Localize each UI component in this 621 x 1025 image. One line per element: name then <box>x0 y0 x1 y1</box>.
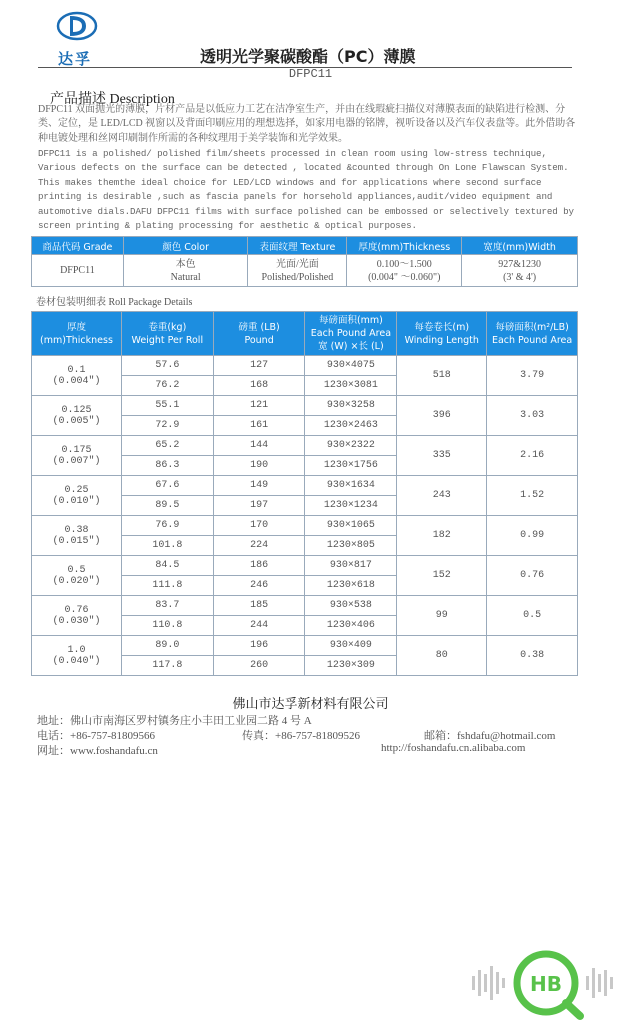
cell-pound: 224 <box>213 536 305 556</box>
roll-table-header <box>32 312 578 356</box>
website[interactable]: 网址：www.foshandafu.cn <box>37 745 158 757</box>
color-cn: 本色 <box>175 258 196 270</box>
cell-area-m2: 0.76 <box>487 556 578 596</box>
description-en: DFPC11 is a polished/ polished film/sheets processed in clean room using low-stress technique, Various defects on the surface can be detected , located &counted through On Lone Flawscan System. This makes themthe ideal choice for LED/LCD windows and for applications where second surface printing is desirable ,such as fascia panels for horsehold appliances,audit/video equipment and automotive dials.DAFU DFPC11 films with surface polished can be embossed or selectively textured by screen printing & plating processing for aesthetic & optical purposes. <box>38 148 574 232</box>
cell-weight: 55.1 <box>121 396 213 416</box>
cell-area-m2: 0.5 <box>487 596 578 636</box>
cell-width <box>462 255 578 287</box>
thickness-mm: 0.38 <box>64 524 89 536</box>
cell-pound-area: 930×538 <box>305 596 397 616</box>
cell-pound-area: 930×3258 <box>305 396 397 416</box>
address: 地址：佛山市南海区罗村镇务庄小丰田工业园二路 4 号 A <box>37 715 312 727</box>
header-winding-length: 每卷卷长(m) Winding Length <box>397 312 487 356</box>
watermark-logo <box>468 948 620 1020</box>
cell-thickness <box>32 556 122 596</box>
phone: 电话：+86-757-81809566 <box>37 730 156 742</box>
fax: 传真：+86-757-81809526 <box>242 730 361 742</box>
cell-thickness <box>32 636 122 676</box>
spec-table-header <box>32 237 578 255</box>
cell-pound-area: 930×409 <box>305 636 397 656</box>
cell-area-m2: 3.03 <box>487 396 578 436</box>
cell-weight: 86.3 <box>121 456 213 476</box>
cell-pound-area: 930×1065 <box>305 516 397 536</box>
cell-weight: 84.5 <box>121 556 213 576</box>
cell-pound: 246 <box>213 576 305 596</box>
header-thickness: 厚度(mm)Thickness <box>347 237 462 255</box>
thickness-mm: 0.5 <box>67 564 86 576</box>
header-width: 宽度(mm)Width <box>462 237 578 255</box>
header-area-m2: 每磅面积(m²/LB) Each Pound Area <box>487 312 578 356</box>
header-texture: 表面纹理 Texture <box>248 237 347 255</box>
cell-pound-area: 1230×1756 <box>305 456 397 476</box>
roll-table-caption: 卷材包装明细表 Roll Package Details <box>36 297 193 308</box>
thickness-mm: 0.76 <box>64 604 89 616</box>
cell-area-m2: 1.52 <box>487 476 578 516</box>
header-grade: 商品代码 Grade <box>32 237 124 255</box>
width-mm: 927&1230 <box>498 258 541 270</box>
cell-pound: 121 <box>213 396 305 416</box>
cell-pound-area: 930×817 <box>305 556 397 576</box>
thickness-in: (0.020") <box>52 575 101 587</box>
header-thickness: 厚度 (mm)Thickness <box>32 312 122 356</box>
cell-pound: 185 <box>213 596 305 616</box>
table-row <box>32 476 578 496</box>
cell-winding-length: 80 <box>397 636 487 676</box>
cell-pound: 260 <box>213 656 305 676</box>
table-row <box>32 436 578 456</box>
table-row <box>32 516 578 536</box>
cell-pound-area: 1230×2463 <box>305 416 397 436</box>
logo-text: 达孚 <box>58 50 93 68</box>
thickness-mm: 0.125 <box>61 404 92 416</box>
alibaba-link[interactable]: http://foshandafu.cn.alibaba.com <box>381 742 526 754</box>
thickness-in: (0.030") <box>52 615 101 627</box>
thickness-mm: 0.25 <box>64 484 89 496</box>
cell-pound: 144 <box>213 436 305 456</box>
cell-weight: 72.9 <box>121 416 213 436</box>
cell-pound: 161 <box>213 416 305 436</box>
cell-weight: 117.8 <box>121 656 213 676</box>
cell-thickness <box>32 516 122 556</box>
product-code: DFPC11 <box>288 67 333 81</box>
thickness-in: (0.004" ～0.060") <box>368 271 441 283</box>
cell-pound-area: 1230×805 <box>305 536 397 556</box>
cell-thickness <box>32 476 122 516</box>
cell-winding-length: 396 <box>397 396 487 436</box>
table-row <box>32 596 578 616</box>
thickness-mm: 0.100～1.500 <box>376 258 432 270</box>
color-en: Natural <box>170 271 201 283</box>
cell-weight: 76.9 <box>121 516 213 536</box>
description-heading: 产品描述 Description <box>50 92 175 107</box>
cell-pound-area: 1230×3081 <box>305 376 397 396</box>
cell-pound-area: 930×1634 <box>305 476 397 496</box>
cell-pound: 197 <box>213 496 305 516</box>
thickness-mm: 0.175 <box>61 444 92 456</box>
page-title: 透明光学聚碳酸酯（PC）薄膜 <box>200 47 416 66</box>
cell-winding-length: 182 <box>397 516 487 556</box>
header-color: 颜色 Color <box>123 237 248 255</box>
cell-thickness <box>32 436 122 476</box>
thickness-in: (0.005") <box>52 415 101 427</box>
cell-winding-length: 99 <box>397 596 487 636</box>
description-cn: DFPC11 双面抛光的薄膜，片材产品是以低应力工艺在洁净室生产，并由在线瑕疵扫描仪对薄膜表面的缺陷进行检测、分类、定位，是 LED/LCD 视窗以及背面印刷应用的理想选择，如家用电器的铭牌，视听设备以及汽车仪表盘等。此外借助各种电镀处理和丝网印刷制作所需的各种纹理用于美学装饰和光学效果。 <box>38 104 576 144</box>
table-row <box>32 636 578 656</box>
cell-color <box>123 255 248 287</box>
cell-winding-length: 335 <box>397 436 487 476</box>
cell-pound: 196 <box>213 636 305 656</box>
table-row <box>32 396 578 416</box>
cell-weight: 67.6 <box>121 476 213 496</box>
spec-table <box>31 236 578 287</box>
table-row <box>32 556 578 576</box>
cell-pound: 190 <box>213 456 305 476</box>
thickness-in: (0.007") <box>52 455 101 467</box>
watermark-text: HB <box>530 972 562 996</box>
cell-pound-area: 1230×618 <box>305 576 397 596</box>
cell-pound: 168 <box>213 376 305 396</box>
cell-pound-area: 930×4075 <box>305 356 397 376</box>
cell-pound: 149 <box>213 476 305 496</box>
email[interactable]: 邮箱：fshdafu@hotmail.com <box>424 730 556 742</box>
cell-winding-length: 243 <box>397 476 487 516</box>
cell-pound-area: 930×2322 <box>305 436 397 456</box>
cell-weight: 57.6 <box>121 356 213 376</box>
cell-weight: 110.8 <box>121 616 213 636</box>
cell-grade: DFPC11 <box>32 255 124 287</box>
watermark-soundwave-icon <box>468 948 620 1020</box>
cell-weight: 65.2 <box>121 436 213 456</box>
header-pound-area: 每磅面积(mm) Each Pound Area 宽 (W) ×长 (L) <box>305 312 397 356</box>
cell-weight: 83.7 <box>121 596 213 616</box>
cell-pound: 244 <box>213 616 305 636</box>
texture-en: Polished/Polished <box>261 271 334 283</box>
thickness-mm: 0.1 <box>67 364 86 376</box>
thickness-mm: 1.0 <box>67 644 86 656</box>
company-name: 佛山市达孚新材料有限公司 <box>232 697 389 712</box>
cell-thickness <box>32 356 122 396</box>
cell-area-m2: 0.99 <box>487 516 578 556</box>
texture-cn: 光面/光面 <box>276 258 319 270</box>
cell-pound: 186 <box>213 556 305 576</box>
header-pound: 磅重 (LB) Pound <box>213 312 305 356</box>
cell-weight: 89.0 <box>121 636 213 656</box>
cell-pound: 127 <box>213 356 305 376</box>
cell-winding-length: 518 <box>397 356 487 396</box>
cell-pound-area: 1230×1234 <box>305 496 397 516</box>
logo-swirl-icon <box>56 8 98 48</box>
header-weight: 卷重(kg) Weight Per Roll <box>121 312 213 356</box>
cell-weight: 76.2 <box>121 376 213 396</box>
cell-thickness <box>32 596 122 636</box>
cell-weight: 111.8 <box>121 576 213 596</box>
company-logo <box>50 8 112 68</box>
cell-pound-area: 1230×309 <box>305 656 397 676</box>
thickness-in: (0.040") <box>52 655 101 667</box>
cell-area-m2: 2.16 <box>487 436 578 476</box>
cell-pound: 170 <box>213 516 305 536</box>
table-row <box>32 356 578 376</box>
cell-weight: 89.5 <box>121 496 213 516</box>
cell-weight: 101.8 <box>121 536 213 556</box>
cell-thickness <box>347 255 462 287</box>
width-ft: (3' & 4') <box>503 271 537 283</box>
cell-area-m2: 0.38 <box>487 636 578 676</box>
cell-winding-length: 152 <box>397 556 487 596</box>
cell-pound-area: 1230×406 <box>305 616 397 636</box>
thickness-in: (0.010") <box>52 495 101 507</box>
thickness-in: (0.015") <box>52 535 101 547</box>
cell-texture <box>248 255 347 287</box>
roll-table <box>31 311 578 676</box>
thickness-in: (0.004") <box>52 375 101 387</box>
cell-thickness <box>32 396 122 436</box>
table-row <box>32 255 578 287</box>
cell-area-m2: 3.79 <box>487 356 578 396</box>
